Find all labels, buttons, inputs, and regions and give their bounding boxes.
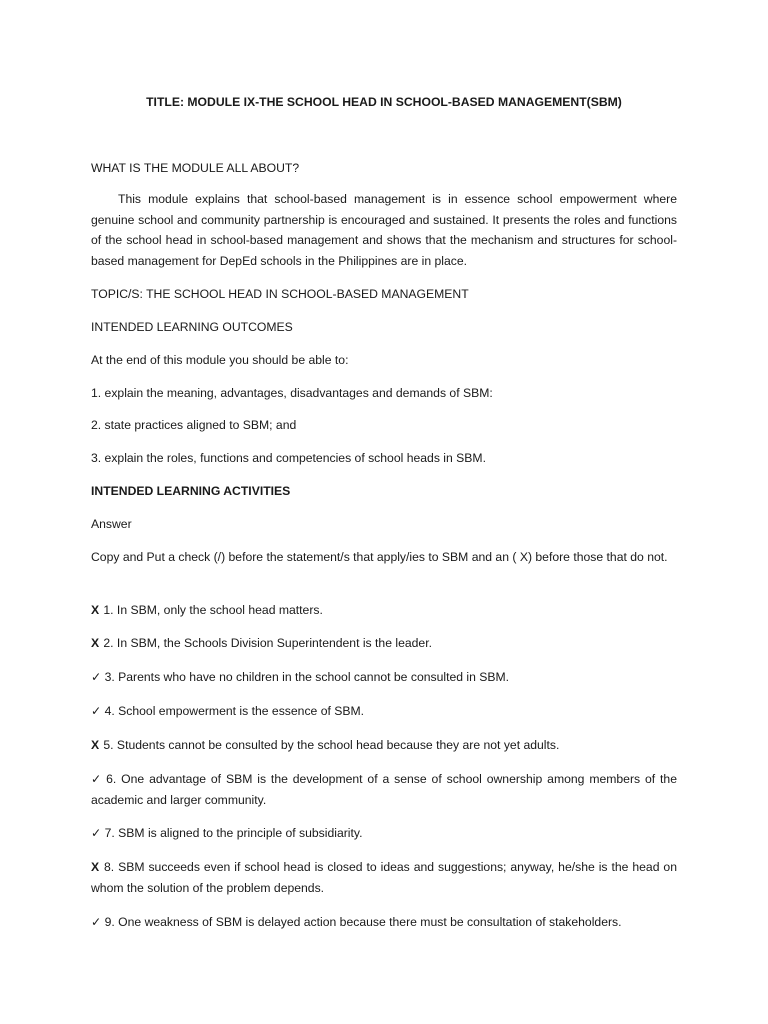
- check-mark-icon: ✓: [91, 772, 102, 786]
- checklist-item: [91, 769, 677, 810]
- checklist-item: [91, 701, 677, 721]
- topic-line: TOPIC/S: THE SCHOOL HEAD IN SCHOOL-BASED MANAGEMENT: [91, 287, 469, 301]
- checklist-item-text: 4. School empowerment is the essence of SBM.: [101, 704, 365, 718]
- checklist-item-text: 1. In SBM, only the school head matters.: [100, 603, 323, 617]
- document-title: TITLE: MODULE IX-THE SCHOOL HEAD IN SCHOOL-BASED MANAGEMENT(SBM): [146, 95, 622, 109]
- check-mark-icon: ✓: [91, 670, 102, 684]
- checklist-item-text: 7. SBM is aligned to the principle of subsidiarity.: [101, 826, 363, 840]
- checklist-item-text: 8. SBM succeeds even if school head is closed to ideas and suggestions; anyway, he/she is the head on whom the solution of the problem depends.: [91, 860, 677, 895]
- about-paragraph: This module explains that school-based management is in essence school empowerment where genuine school and community partnership is encouraged and sustained. It presents the roles and functions of the school head in school-based management and shows that the mechanism and structures for school-based management for DepEd schools in the Philippines are in place.: [91, 192, 677, 268]
- check-mark-icon: ✓: [91, 704, 102, 718]
- activities-heading: INTENDED LEARNING ACTIVITIES: [91, 484, 291, 498]
- checklist-item-text: 9. One weakness of SBM is delayed action because there must be consultation of stakeholders.: [101, 915, 622, 929]
- x-mark: X: [91, 738, 100, 752]
- outcome-item: 1. explain the meaning, advantages, disadvantages and demands of SBM:: [91, 386, 493, 400]
- outcome-item: 3. explain the roles, functions and competencies of school heads in SBM.: [91, 451, 486, 465]
- checklist-item: [91, 600, 677, 620]
- about-heading: WHAT IS THE MODULE ALL ABOUT?: [91, 161, 300, 175]
- checklist-item-text: 5. Students cannot be consulted by the school head because they are not yet adults.: [100, 738, 560, 752]
- checklist-item: [91, 857, 677, 898]
- outcomes-heading: INTENDED LEARNING OUTCOMES: [91, 320, 293, 334]
- checklist-item: [91, 735, 677, 755]
- check-mark-icon: ✓: [91, 915, 102, 929]
- outcome-item: 2. state practices aligned to SBM; and: [91, 418, 297, 432]
- x-mark: X: [91, 860, 100, 874]
- checklist-item: [91, 912, 677, 932]
- checklist-item-text: 6. One advantage of SBM is the development of a sense of school ownership among members of the academic and larger community.: [91, 772, 677, 807]
- answer-label: Answer: [91, 517, 132, 531]
- checklist-item: [91, 823, 677, 843]
- x-mark: X: [91, 636, 100, 650]
- document-page: [91, 0, 677, 1024]
- checklist-item-text: 2. In SBM, the Schools Division Superintendent is the leader.: [100, 636, 432, 650]
- checklist-item: [91, 633, 677, 653]
- checklist-item: [91, 667, 677, 687]
- outcomes-intro: At the end of this module you should be able to:: [91, 353, 349, 367]
- instruction-paragraph: Copy and Put a check (/) before the statement/s that apply/ies to SBM and an ( X) before those that do not.: [91, 550, 668, 564]
- checklist-item-text: 3. Parents who have no children in the school cannot be consulted in SBM.: [101, 670, 510, 684]
- x-mark: X: [91, 603, 100, 617]
- check-mark-icon: ✓: [91, 826, 102, 840]
